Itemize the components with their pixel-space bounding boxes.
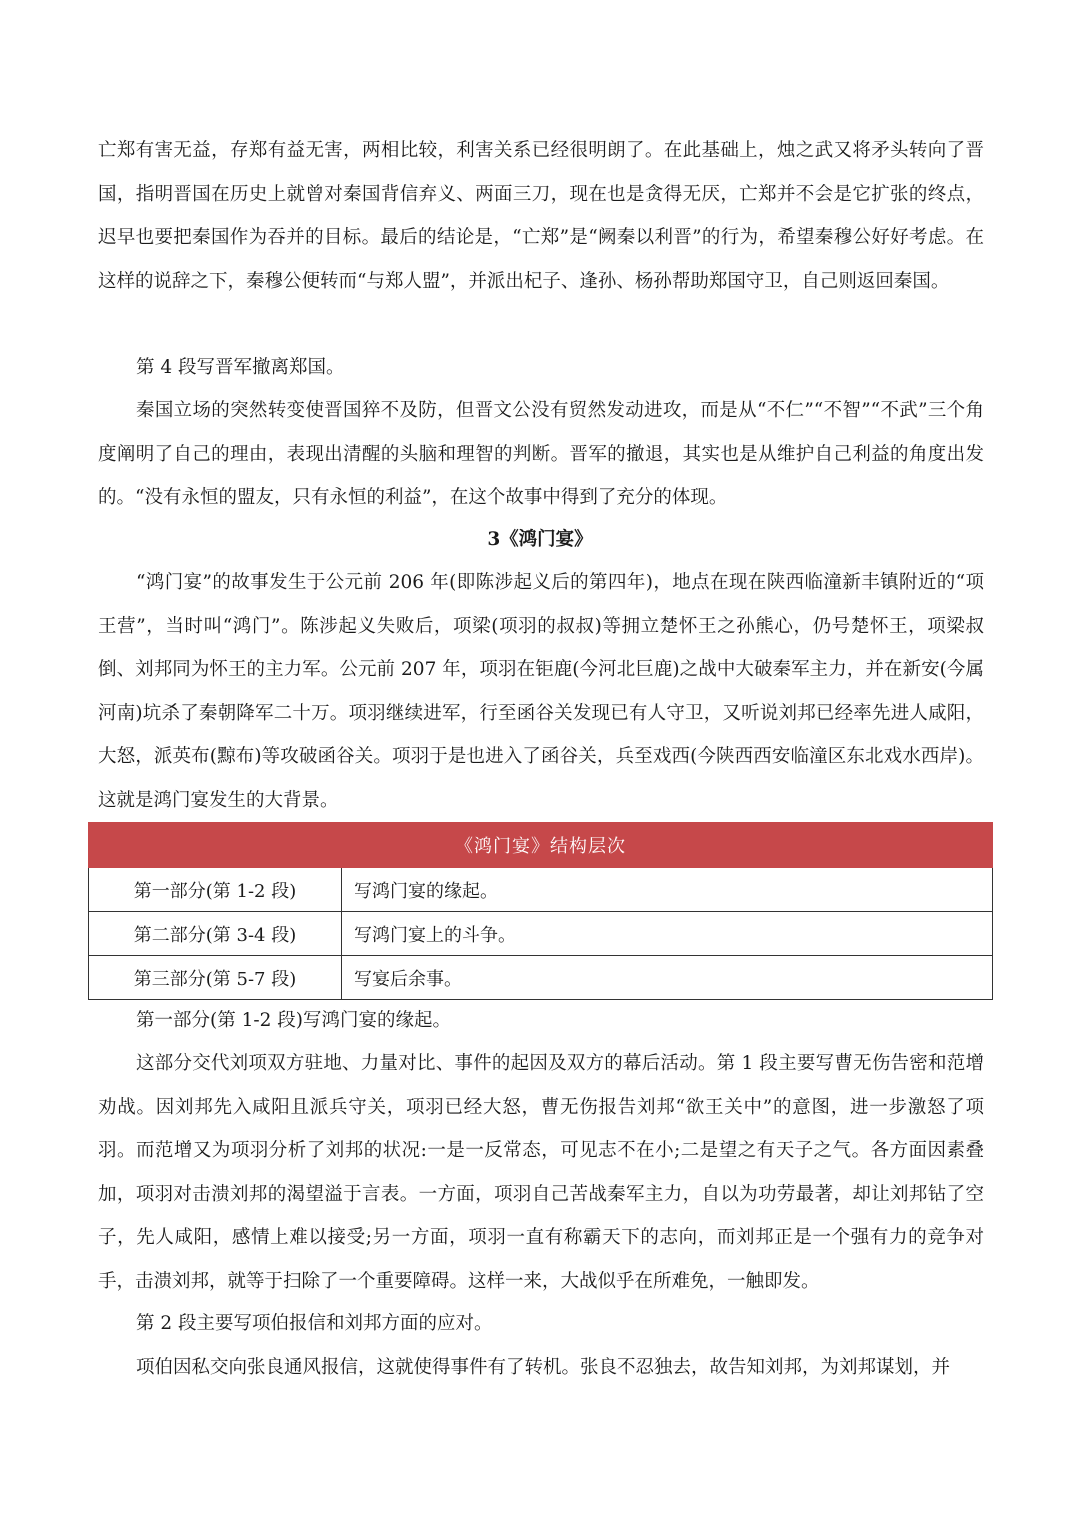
paragraph-zheng-analysis: 亡郑有害无益，存郑有益无害，两相比较，利害关系已经很明朗了。在此基础上，烛之武又将矛头转向了晋国，指明晋国在历史上就曾对秦国背信弃义、两面三刀，现在也是贪得无厌，亡郑并不会是它扩张的终点，迟早也要把秦国作为吞并的目标。最后的结论是，“亡郑”是“阙秦以利晋”的行为，希望秦穆公好好考虑。在这样的说辞之下，秦穆公便转而“与郑人盟”，并派出杞子、逢孙、杨孙帮助郑国守卫，自己则返回秦国。 <box>98 140 984 292</box>
paragraph-jin-retreat: 秦国立场的突然转变使晋国猝不及防，但晋文公没有贸然发动进攻，而是从“不仁”“不智”“不武”三个角度阐明了自己的理由，表现出清醒的头脑和理智的判断。晋军的撤退，其实也是从维护自己利益的角度出发的。“没有永恒的盟友，只有永恒的利益”，在这个故事中得到了充分的体现。 <box>98 400 984 508</box>
paragraph-xiangbo: 项伯因私交向张良通风报信，这就使得事件有了转机。张良不忍独去，故告知刘邦，为刘邦谋划，并 <box>136 1357 951 1378</box>
table-cell-desc: 写宴后余事。 <box>342 956 993 1000</box>
table-cell-part: 第二部分(第 3-4 段) <box>89 912 342 956</box>
paragraph-part1-analysis: 这部分交代刘项双方驻地、力量对比、事件的起因及双方的幕后活动。第 1 段主要写曹无伤告密和范增劝战。因刘邦先入咸阳且派兵守关，项羽已经大怒，曹无伤报告刘邦“欲王关中”的意图，进一步激怒了项羽。而范增又为项羽分析了刘邦的状况:一是一反常态，可见志不在小;二是望之有天子之气。各方面因素叠加，项羽对击溃刘邦的渴望溢于言表。一方面，项羽自己苦战秦军主力，自以为功劳最著，却让刘邦钻了空子，先人咸阳，感情上难以接受;另一方面，项羽一直有称霸天下的志向，而刘邦正是一个强有力的竞争对手，击溃刘邦，就等于扫除了一个重要障碍。这样一来，大战似乎在所难免，一触即发。 <box>98 1053 984 1292</box>
table-cell-part: 第一部分(第 1-2 段) <box>89 868 342 912</box>
table-cell-desc: 写鸿门宴上的斗争。 <box>342 912 993 956</box>
table-row <box>89 868 993 912</box>
table-title: 《鸿门宴》结构层次 <box>89 823 993 868</box>
table-header-row <box>89 823 993 868</box>
table-cell-part: 第三部分(第 5-7 段) <box>89 956 342 1000</box>
paragraph-part1-title: 第一部分(第 1-2 段)写鸿门宴的缘起。 <box>136 1010 451 1031</box>
table-row <box>89 956 993 1000</box>
paragraph-hongmen-background: “鸿门宴”的故事发生于公元前 206 年(即陈涉起义后的第四年)，地点在现在陕西临潼新丰镇附近的“项王营”，当时叫“鸿门”。陈涉起义失败后，项梁(项羽的叔叔)等拥立楚怀王之孙熊心，仍号楚怀王，项梁叔倒、刘邦同为怀王的主力军。公元前 207 年，项羽在钜鹿(今河北巨鹿)之战中大破秦军主力，并在新安(今属河南)坑杀了秦朝降军二十万。项羽继续进军，行至函谷关发现已有人守卫，又听说刘邦已经率先进人咸阳，大怒，派英布(黥布)等攻破函谷关。项羽于是也进入了函谷关，兵至戏西(今陕西西安临潼区东北戏水西岸)。这就是鸿门宴发生的大背景。 <box>98 572 984 811</box>
paragraph-section2-title: 第 2 段主要写项伯报信和刘邦方面的应对。 <box>136 1313 493 1334</box>
structure-table <box>88 822 993 1000</box>
section-heading: 3《鸿门宴》 <box>487 529 593 550</box>
table-cell-desc: 写鸿门宴的缘起。 <box>342 868 993 912</box>
paragraph-section4-title: 第 4 段写晋军撤离郑国。 <box>136 357 345 378</box>
table-row <box>89 912 993 956</box>
